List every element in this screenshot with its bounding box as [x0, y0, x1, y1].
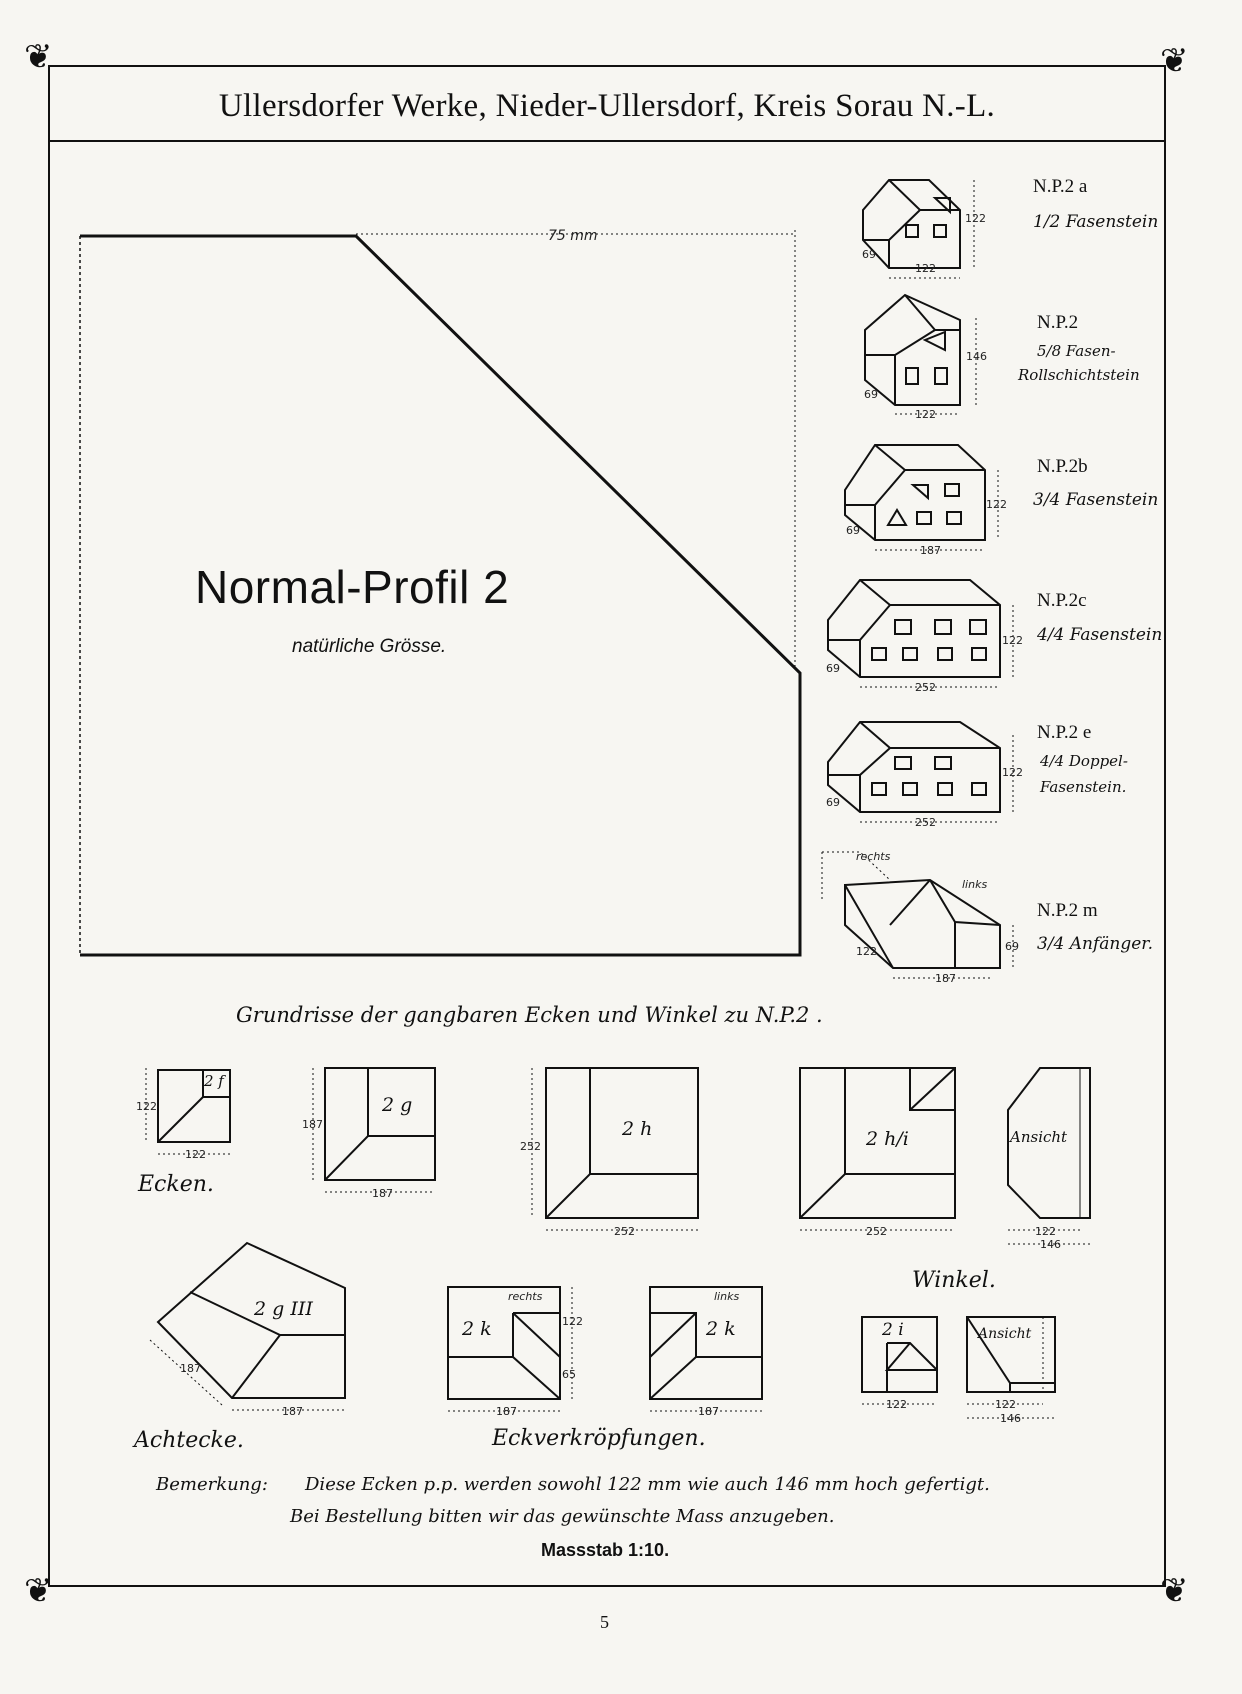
page-number: 5 [600, 1612, 609, 1632]
remark-label: Bemerkung: [156, 1474, 268, 1495]
brick-dim-np2e-h: 122 [1002, 766, 1023, 779]
plan-2g-w: 187 [372, 1187, 393, 1200]
brick-name-np2e: 4/4 Doppel- [1040, 752, 1128, 770]
profile-title: Normal-Profil 2 [195, 561, 510, 613]
brick-dim-np2a-d: 69 [862, 248, 876, 261]
brick-name-np2: 5/8 Fasen- [1037, 342, 1116, 360]
brick-code-np2b: N.P.2b [1037, 456, 1088, 477]
plan-2g3-label: 2 g III [254, 1298, 313, 1320]
profile-dimension: 75 mm [548, 228, 598, 244]
brick-dim-np2-w: 122 [915, 408, 936, 421]
brick-np2m-drawing [822, 852, 1013, 978]
plan-2h-h: 252 [520, 1140, 541, 1153]
section-title: Grundrisse der gangbaren Ecken und Winkel zu N.P.2 . [236, 1003, 823, 1027]
brick-code-np2c: N.P.2c [1037, 590, 1087, 611]
plan-ansicht-1-label: Ansicht [1010, 1128, 1068, 1146]
plan-2k-rechts-h2: 65 [562, 1368, 576, 1381]
brick-dim-np2-h: 146 [966, 350, 987, 363]
brick-dim-np2a-w: 122 [915, 262, 936, 275]
plan-ansicht-2-w2: 146 [1000, 1412, 1021, 1425]
plan-2k-links-drawing [650, 1287, 762, 1411]
brick-code-np2e: N.P.2 e [1037, 722, 1092, 743]
brick-name-np2a: 1/2 Fasenstein [1033, 212, 1159, 232]
plan-2k-rechts-drawing [448, 1287, 572, 1411]
caption-ecken: Ecken. [138, 1172, 214, 1197]
brick-dim-np2a-h: 122 [965, 212, 986, 225]
plan-2k-rechts-h1: 122 [562, 1315, 583, 1328]
plan-2h-drawing [532, 1068, 698, 1230]
plan-2f-w: 122 [185, 1148, 206, 1161]
brick-np2c-drawing [828, 580, 1013, 687]
plan-2i-w: 122 [886, 1398, 907, 1411]
remark-line-2: Bei Bestellung bitten wir das gewünschte Mass anzugeben. [290, 1506, 835, 1527]
remark-line-1: Diese Ecken p.p. werden sowohl 122 mm wie auch 146 mm hoch gefertigt. [305, 1474, 990, 1495]
brick-dim-np2-d: 69 [864, 388, 878, 401]
plan-ansicht-2-label: Ansicht [978, 1326, 1032, 1342]
plan-2h-label: 2 h [622, 1118, 653, 1140]
brick-dim-np2m-d: 122 [856, 945, 877, 958]
plan-2k-links-label: 2 k [706, 1318, 736, 1340]
brick-side-rechts: rechts [856, 850, 891, 863]
brick-dim-np2c-h: 122 [1002, 634, 1023, 647]
brick-name-np2c: 4/4 Fasenstein [1037, 625, 1163, 645]
plan-ansicht-1-w2: 146 [1040, 1238, 1061, 1251]
plan-2i-label: 2 i [882, 1320, 904, 1340]
brick-code-np2a: N.P.2 a [1033, 176, 1088, 197]
brick-dim-np2e-d: 69 [826, 796, 840, 809]
plan-2k-rechts-side: rechts [508, 1290, 543, 1303]
brick-name2-np2e: Fasenstein. [1040, 778, 1127, 796]
caption-eckverkroepfungen: Eckverkröpfungen. [492, 1426, 706, 1451]
brick-code-np2m: N.P.2 m [1037, 900, 1098, 921]
plan-2g3-drawing [150, 1243, 345, 1410]
brick-name-np2m: 3/4 Anfänger. [1037, 934, 1153, 954]
plan-2k-rechts-label: 2 k [462, 1318, 492, 1340]
plan-2f-h: 122 [136, 1100, 157, 1113]
brick-dim-np2b-h: 122 [986, 498, 1007, 511]
brick-np2b-drawing [845, 445, 998, 550]
plan-2g3-w1: 187 [282, 1405, 303, 1418]
plan-ansicht-1-w1: 122 [1035, 1225, 1056, 1238]
brick-dim-np2b-w: 187 [920, 544, 941, 557]
corner-ornament-top-left: ❦ [24, 37, 53, 77]
brick-name-np2b: 3/4 Fasenstein [1033, 490, 1159, 510]
profile-subtitle: natürliche Grösse. [292, 636, 447, 657]
plan-ansicht-1-drawing [1008, 1068, 1090, 1244]
brick-np2-drawing [865, 295, 976, 414]
brick-dim-np2c-w: 252 [915, 681, 936, 694]
plan-2g-label: 2 g [382, 1094, 413, 1116]
corner-ornament-bottom-right: ❦ [1160, 1571, 1189, 1611]
plan-ansicht-2-w1: 122 [995, 1398, 1016, 1411]
brick-dim-np2m-h: 69 [1005, 940, 1019, 953]
caption-achtecke: Achtecke. [134, 1428, 244, 1453]
plan-2k-rechts-w: 187 [496, 1405, 517, 1418]
brick-name2-np2: Rollschichtstein [1018, 366, 1140, 384]
plan-2hi-w: 252 [866, 1225, 887, 1238]
plan-2k-links-side: links [714, 1290, 740, 1303]
plan-2k-links-w: 187 [698, 1405, 719, 1418]
corner-ornament-bottom-left: ❦ [24, 1571, 53, 1611]
plan-2h-w: 252 [614, 1225, 635, 1238]
plan-2g-drawing [313, 1068, 435, 1192]
plan-2hi-label: 2 h/i [866, 1128, 909, 1150]
scale-label: Massstab 1:10. [541, 1540, 670, 1560]
corner-ornament-top-right: ❦ [1160, 41, 1189, 81]
header-title: Ullersdorfer Werke, Nieder-Ullersdorf, Kreis Sorau N.-L. [218, 88, 996, 124]
brick-dim-np2b-d: 69 [846, 524, 860, 537]
brick-code-np2: N.P.2 [1037, 312, 1079, 333]
caption-winkel: Winkel. [912, 1268, 996, 1293]
brick-dim-np2m-w: 187 [935, 972, 956, 985]
brick-dim-np2c-d: 69 [826, 662, 840, 675]
plan-2g3-w2: 187 [180, 1362, 201, 1375]
brick-side-links: links [962, 878, 988, 891]
brick-np2e-drawing [828, 722, 1013, 822]
plan-2f-label: 2 f [204, 1072, 224, 1090]
brick-dim-np2e-w: 252 [915, 816, 936, 829]
plan-2g-h: 187 [302, 1118, 323, 1131]
